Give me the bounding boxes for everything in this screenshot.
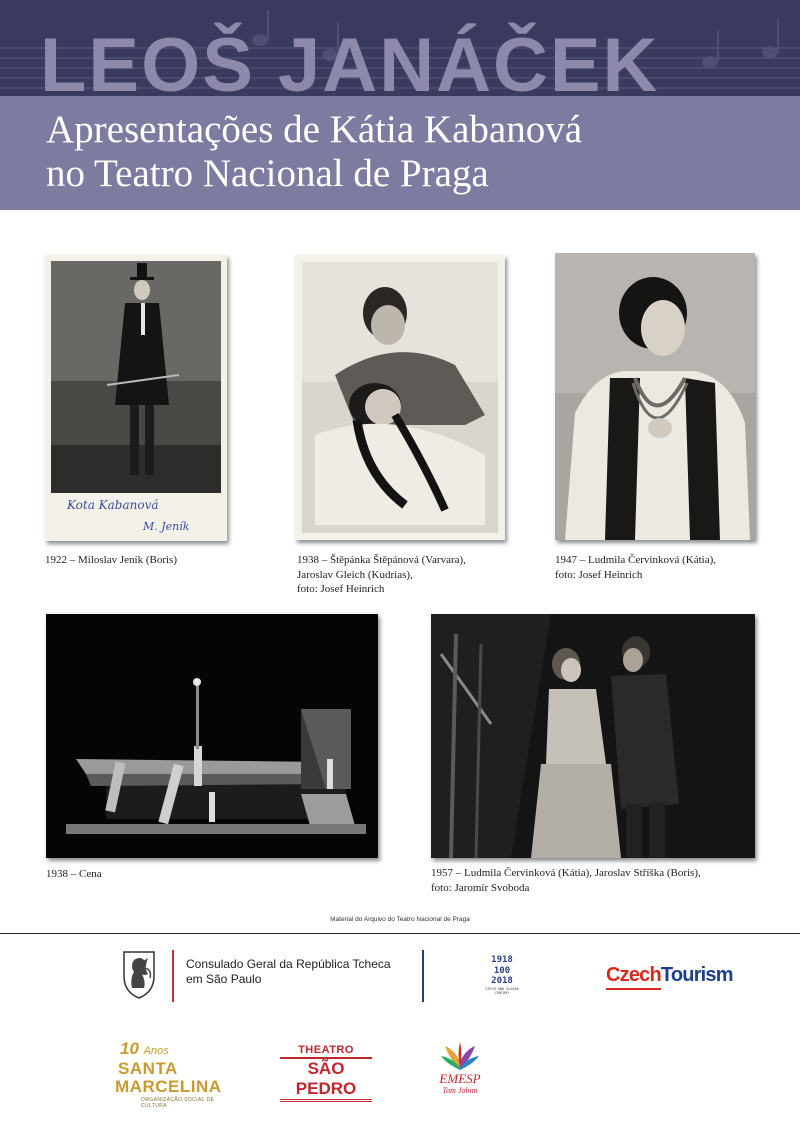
caption-line: 1957 – Ludmila Červinková (Kátia), Jaroslav Stříška (Boris), — [431, 867, 701, 879]
title-line-1: Apresentações de Kátia Kabanová — [46, 108, 583, 151]
caption-line: foto: Josef Heinrich — [297, 583, 385, 595]
caption-line: 1938 – Štěpánka Štěpánová (Varvara), — [297, 554, 466, 566]
caption-line: 1947 – Ludmila Červinková (Kátia), — [555, 554, 716, 566]
consulado-line-1: Consulado Geral da República Tcheca — [186, 957, 391, 971]
czech-lion-coat-of-arms-icon — [118, 948, 160, 1000]
caption-line: foto: Josef Heinrich — [555, 568, 643, 581]
photo-1938-stepanova-gleich — [295, 255, 505, 540]
caption-1957 — [431, 866, 701, 895]
photo-1957-cervinkova-striska — [431, 614, 755, 858]
marcelina-text: MARCELINA — [115, 1077, 222, 1096]
caption-line: foto: Jaromír Svoboda — [431, 881, 530, 894]
caption-1938-cena: 1938 – Cena — [46, 868, 102, 880]
theatro-text: THEATRO — [298, 1044, 354, 1056]
organization-subtitle: ORGANIZAÇÃO SOCIAL DE CULTURA — [141, 1097, 215, 1109]
santa-text: SANTA — [118, 1059, 178, 1078]
consulado-name — [186, 957, 391, 987]
anniversary-number: 10 — [120, 1039, 139, 1058]
title-line-2: no Teatro Nacional de Praga — [46, 152, 489, 195]
photo-1947-cervinkova — [555, 253, 755, 540]
page-title — [46, 108, 582, 196]
sao-pedro-text: SÃO PEDRO — [280, 1057, 372, 1102]
caption-1947 — [555, 553, 716, 582]
theatro-sao-pedro-logo — [280, 1043, 372, 1102]
czechtourism-logo — [606, 964, 733, 987]
consulado-line-2: em São Paulo — [186, 972, 262, 986]
century-logo — [483, 955, 521, 995]
year-100: 100 — [493, 965, 511, 976]
photo-1938-cena — [46, 614, 378, 858]
year-2018: 2018 — [491, 976, 513, 986]
composer-name: LEOŠ JANÁČEK — [40, 23, 660, 108]
czech-word: Czech — [606, 964, 661, 986]
photo-1922-jenik — [45, 255, 227, 541]
santa-marcelina-logo — [115, 1040, 235, 1109]
divider — [172, 950, 174, 1002]
emesp-logo — [425, 1040, 495, 1095]
century-subtitle: CZECH AND SLOVAK CENTURY — [485, 986, 519, 995]
year-1918: 1918 — [491, 955, 513, 965]
inscription-text-1: Kota Kabanová — [67, 498, 159, 512]
anniversary-word: Anos — [143, 1045, 169, 1057]
emesp-text: EMESP — [439, 1071, 481, 1086]
divider — [422, 950, 424, 1002]
header-banner — [0, 0, 800, 210]
caption-1938-stepanova — [297, 553, 466, 597]
inscription-text-2: M. Jeník — [143, 520, 190, 533]
caption-1922: 1922 – Miloslav Jeník (Boris) — [45, 554, 177, 566]
archive-credit: Material do Arquivo do Teatro Nacional de Praga — [330, 916, 470, 923]
emesp-flower-icon — [439, 1040, 481, 1072]
divider — [0, 933, 800, 934]
caption-line: Jaroslav Gleich (Kudrias), — [297, 568, 413, 581]
czechtourism-underline — [606, 988, 661, 990]
tourism-word: Tourism — [660, 964, 733, 986]
tom-jobim-text: Tom Jobim — [442, 1086, 478, 1095]
anniversary-label — [115, 1040, 235, 1060]
